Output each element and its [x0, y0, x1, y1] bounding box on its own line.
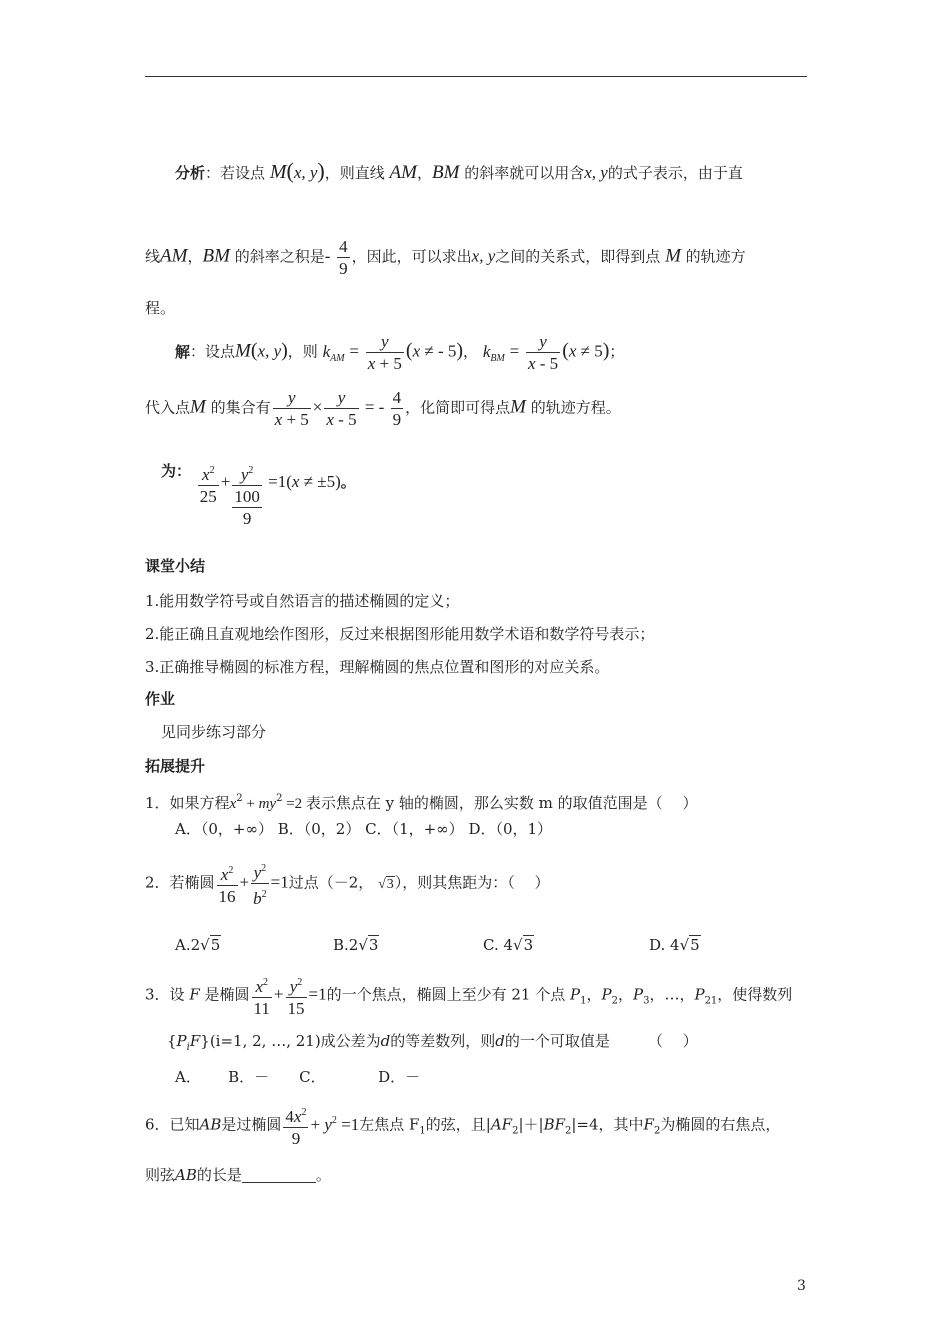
summary-title: 课堂小结	[145, 557, 206, 575]
solution-result: 为： $\frac{x^2}{25}$ + $y^2$ 100 9 =1(x ≠ ±5)。	[161, 462, 356, 528]
header-rule	[145, 76, 807, 77]
homework-title: 作业	[145, 690, 176, 708]
fraction-y-over-x-minus-5: $\frac{y}{x - 5}$	[527, 332, 559, 373]
question-6: 6．已知AB是过椭圆 $\frac{4x^2}{9}$ + $y^2 =1$左焦点 $F_1$的弦，且$|AF_2|+|BF_2|=4$，其中$F_2$为椭圆的右焦点，	[145, 1102, 813, 1149]
question-6-line-2: 则弦AB的长是 。	[145, 1166, 331, 1184]
fraction-neg-4-9: $\frac{4}{9}$	[339, 237, 348, 278]
question-2: 2．若椭圆 $\frac{x^2}{16}$ + $\frac{y^2}{b^2}$ =1过点（－2， √3），则其焦距为：（ ）	[145, 858, 813, 909]
fraction-x2-25: $\frac{x^2}{25}$	[198, 460, 219, 507]
answer-blank[interactable]	[242, 1166, 316, 1183]
question-1: 1．如果方程$x^2 + my^2 =2$ 表示焦点在 y 轴的椭圆，那么实数 m 的取值范围是（ ）	[145, 793, 698, 812]
extension-title: 拓展提升	[145, 757, 206, 775]
analysis-line-3: 程。	[145, 299, 176, 317]
question-2-options: A.2√5 B.2√3 C. 4√3 D. 4√5	[175, 936, 700, 954]
fraction-y2-100-9: $y^2$ 100 9	[232, 460, 262, 529]
analysis-line-2: 线AM，BM 的斜率之积是- $\frac{4}{9}$ ，因此，可以求出x, y之间的关系式，即得到点 M 的轨迹方	[145, 237, 746, 278]
question-3-line-2: $\{P_iF\}(i=1$, 2, …, 21)成公差为d的等差数列，则d的一个可取值是 （ ）	[167, 1032, 698, 1053]
question-3-options: A． B．－ C． D．－	[175, 1068, 421, 1086]
analysis-line-1: 分析：若设点 M(x, y)，则直线 AM，BM 的斜率就可以用含x, y的式子表示，由于直	[145, 160, 813, 184]
solution-label: 解	[175, 342, 191, 361]
page-number: 3	[797, 1278, 806, 1294]
fraction-y-over-x-plus-5: $\frac{y}{x + 5}$	[367, 332, 402, 373]
solution-line-1: 解：设点M(x, y)，则 $k_{AM}$ = $\frac{y}{x + 5}$ (x ≠ - 5)， $k_{BM}$ = $\frac{y}{x - 5}$ (x ≠ 5)；	[145, 331, 813, 374]
question-3: 3．设 F 是椭圆 $\frac{x^2}{11}$ + $\frac{y^2}{15}$ =1的一个焦点，椭圆上至少有 21 个点 $P_1$，$P_2$，$P_3$，…，$P_{21}$，使得数列	[145, 972, 813, 1019]
solution-line-2: 代入点M 的集合有 $\frac{y}{x + 5}$ × $\frac{y}{x - 5}$ = - $\frac{4}{9}$ ，化简即可得点M 的轨迹方程。	[145, 388, 621, 429]
summary-item-1: 1.能用数学符号或自然语言的描述椭圆的定义；	[145, 592, 460, 610]
summary-item-3: 3.正确推导椭圆的标准方程，理解椭圆的焦点位置和图形的对应关系。	[145, 658, 610, 676]
homework-text: 见同步练习部分	[161, 723, 267, 741]
question-1-options: A．（0，+∞） B．（0，2） C．（1，+∞） D．（0，1）	[175, 820, 553, 838]
analysis-label: 分析	[175, 164, 206, 182]
summary-item-2: 2.能正确且直观地绘作图形，反过来根据图形能用数学术语和数学符号表示；	[145, 625, 655, 643]
